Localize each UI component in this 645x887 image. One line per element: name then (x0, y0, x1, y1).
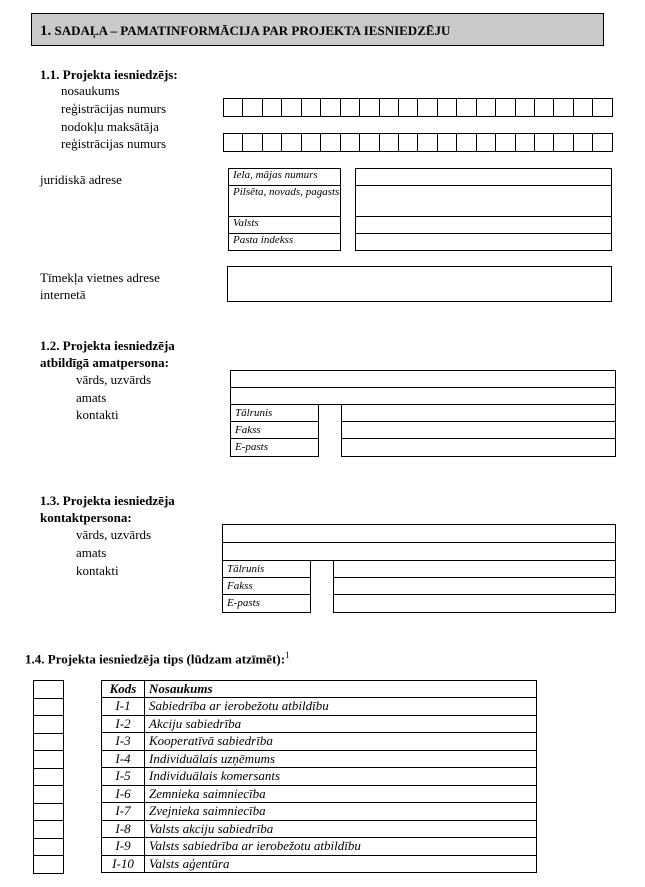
s13-heading-1: 1.3. Projekta iesniedzēja (40, 493, 175, 508)
type-checkbox[interactable] (34, 716, 64, 734)
type-checkbox[interactable] (34, 786, 64, 804)
type-checkboxes (33, 680, 64, 874)
table-row (102, 750, 537, 768)
address-country-input[interactable] (355, 216, 612, 234)
s13-phone-label: Tālrunis (222, 560, 311, 578)
s12-heading-2: atbildīgā amatpersona: (40, 355, 169, 370)
type-checkbox[interactable] (34, 698, 64, 716)
s13-fullname-label: vārds, uzvārds (76, 527, 152, 542)
type-name: Sabiedrība ar ierobežotu atbildību (145, 698, 537, 716)
address-street-input[interactable] (355, 168, 612, 186)
table-row (102, 733, 537, 751)
s12-phone-input[interactable] (341, 404, 616, 422)
address-postcode-label: Pasta indekss (228, 233, 341, 251)
s12-position-input[interactable] (230, 387, 616, 405)
table-row (102, 838, 537, 856)
s13-email-input[interactable] (333, 594, 616, 613)
s13-fullname-input[interactable] (222, 524, 616, 543)
section-number: 1. (40, 23, 52, 39)
type-name: Valsts akciju sabiedrība (145, 820, 537, 838)
type-checkbox[interactable] (34, 821, 64, 839)
s12-email-label: E-pasts (230, 438, 319, 457)
type-name: Valsts sabiedrība ar ierobežotu atbildību (145, 838, 537, 856)
website-label-2: internetā (40, 287, 86, 302)
type-name: Individuālais komersants (145, 768, 537, 786)
type-code: I-1 (102, 698, 145, 716)
type-code: I-4 (102, 750, 145, 768)
s12-fax-label: Fakss (230, 421, 319, 439)
type-name: Kooperatīvā sabiedrība (145, 733, 537, 751)
type-code: I-7 (102, 803, 145, 821)
type-table (101, 680, 537, 873)
table-row (102, 768, 537, 786)
s13-phone-input[interactable] (333, 560, 616, 578)
website-label-1: Tīmekļa vietnes adrese (40, 270, 160, 285)
table-row (102, 698, 537, 716)
col-name-header: Nosaukums (145, 681, 537, 698)
table-row (102, 803, 537, 821)
s11-name-label: nosaukums (61, 83, 120, 98)
website-input[interactable] (227, 266, 612, 302)
type-code: I-5 (102, 768, 145, 786)
table-row (102, 715, 537, 733)
type-code: I-3 (102, 733, 145, 751)
legal-address-label: juridiskā adrese (40, 172, 122, 187)
type-code: I-9 (102, 838, 145, 856)
table-row (102, 855, 537, 873)
section-title: SADAĻA – PAMATINFORMĀCIJA PAR PROJEKTA IESNIEDZĒJU (54, 23, 451, 38)
s12-fullname-label: vārds, uzvārds (76, 372, 152, 387)
type-checkbox[interactable] (34, 768, 64, 786)
address-postcode-input[interactable] (355, 233, 612, 251)
s11-tax-label: nodokļu maksātāja (61, 119, 159, 134)
type-checkbox[interactable] (34, 751, 64, 769)
s12-fax-input[interactable] (341, 421, 616, 439)
footnote-marker: 1 (285, 650, 290, 660)
type-checkbox[interactable] (34, 838, 64, 856)
table-row (102, 785, 537, 803)
type-code: I-8 (102, 820, 145, 838)
type-name: Zvejnieka saimniecība (145, 803, 537, 821)
s12-contacts-label: kontakti (76, 407, 119, 422)
type-name: Valsts aģentūra (145, 855, 537, 873)
s13-position-label: amats (76, 545, 107, 560)
type-checkbox[interactable] (34, 856, 64, 874)
s12-position-label: amats (76, 390, 107, 405)
type-checkbox[interactable] (34, 733, 64, 751)
address-city-label: Pilsēta, novads, pagasts (228, 185, 341, 217)
type-checkbox[interactable] (34, 803, 64, 821)
section-header (31, 13, 604, 46)
type-table-header (102, 681, 537, 698)
reg-number-cells[interactable] (223, 98, 613, 117)
s12-fullname-input[interactable] (230, 370, 616, 388)
tax-reg-number-cells[interactable] (223, 133, 613, 152)
type-name: Individuālais uzņēmums (145, 750, 537, 768)
address-street-label: Iela, mājas numurs (228, 168, 341, 186)
s12-phone-label: Tālrunis (230, 404, 319, 422)
s13-fax-input[interactable] (333, 577, 616, 595)
s11-taxreg-label: reģistrācijas numurs (61, 136, 167, 151)
col-code-header: Kods (102, 681, 145, 698)
s13-contacts-label: kontakti (76, 563, 119, 578)
type-name: Akciju sabiedrība (145, 715, 537, 733)
s12-heading-1: 1.2. Projekta iesniedzēja (40, 338, 175, 353)
s11-heading: 1.1. Projekta iesniedzējs: (40, 67, 178, 82)
table-row (102, 820, 537, 838)
s13-fax-label: Fakss (222, 577, 311, 595)
type-code: I-6 (102, 785, 145, 803)
s11-reg-label: reģistrācijas numurs (61, 101, 167, 116)
s13-position-input[interactable] (222, 542, 616, 561)
s12-email-input[interactable] (341, 438, 616, 457)
s13-heading-2: kontaktpersona: (40, 510, 132, 525)
type-checkbox-header (34, 681, 64, 699)
address-city-input[interactable] (355, 185, 612, 217)
type-name: Zemnieka saimniecība (145, 785, 537, 803)
s14-heading (25, 647, 290, 667)
type-code: I-2 (102, 715, 145, 733)
type-code: I-10 (102, 855, 145, 873)
s13-email-label: E-pasts (222, 594, 311, 613)
address-country-label: Valsts (228, 216, 341, 234)
s14-heading-text: 1.4. Projekta iesniedzēja tips (lūdzam atzīmēt): (25, 651, 286, 667)
